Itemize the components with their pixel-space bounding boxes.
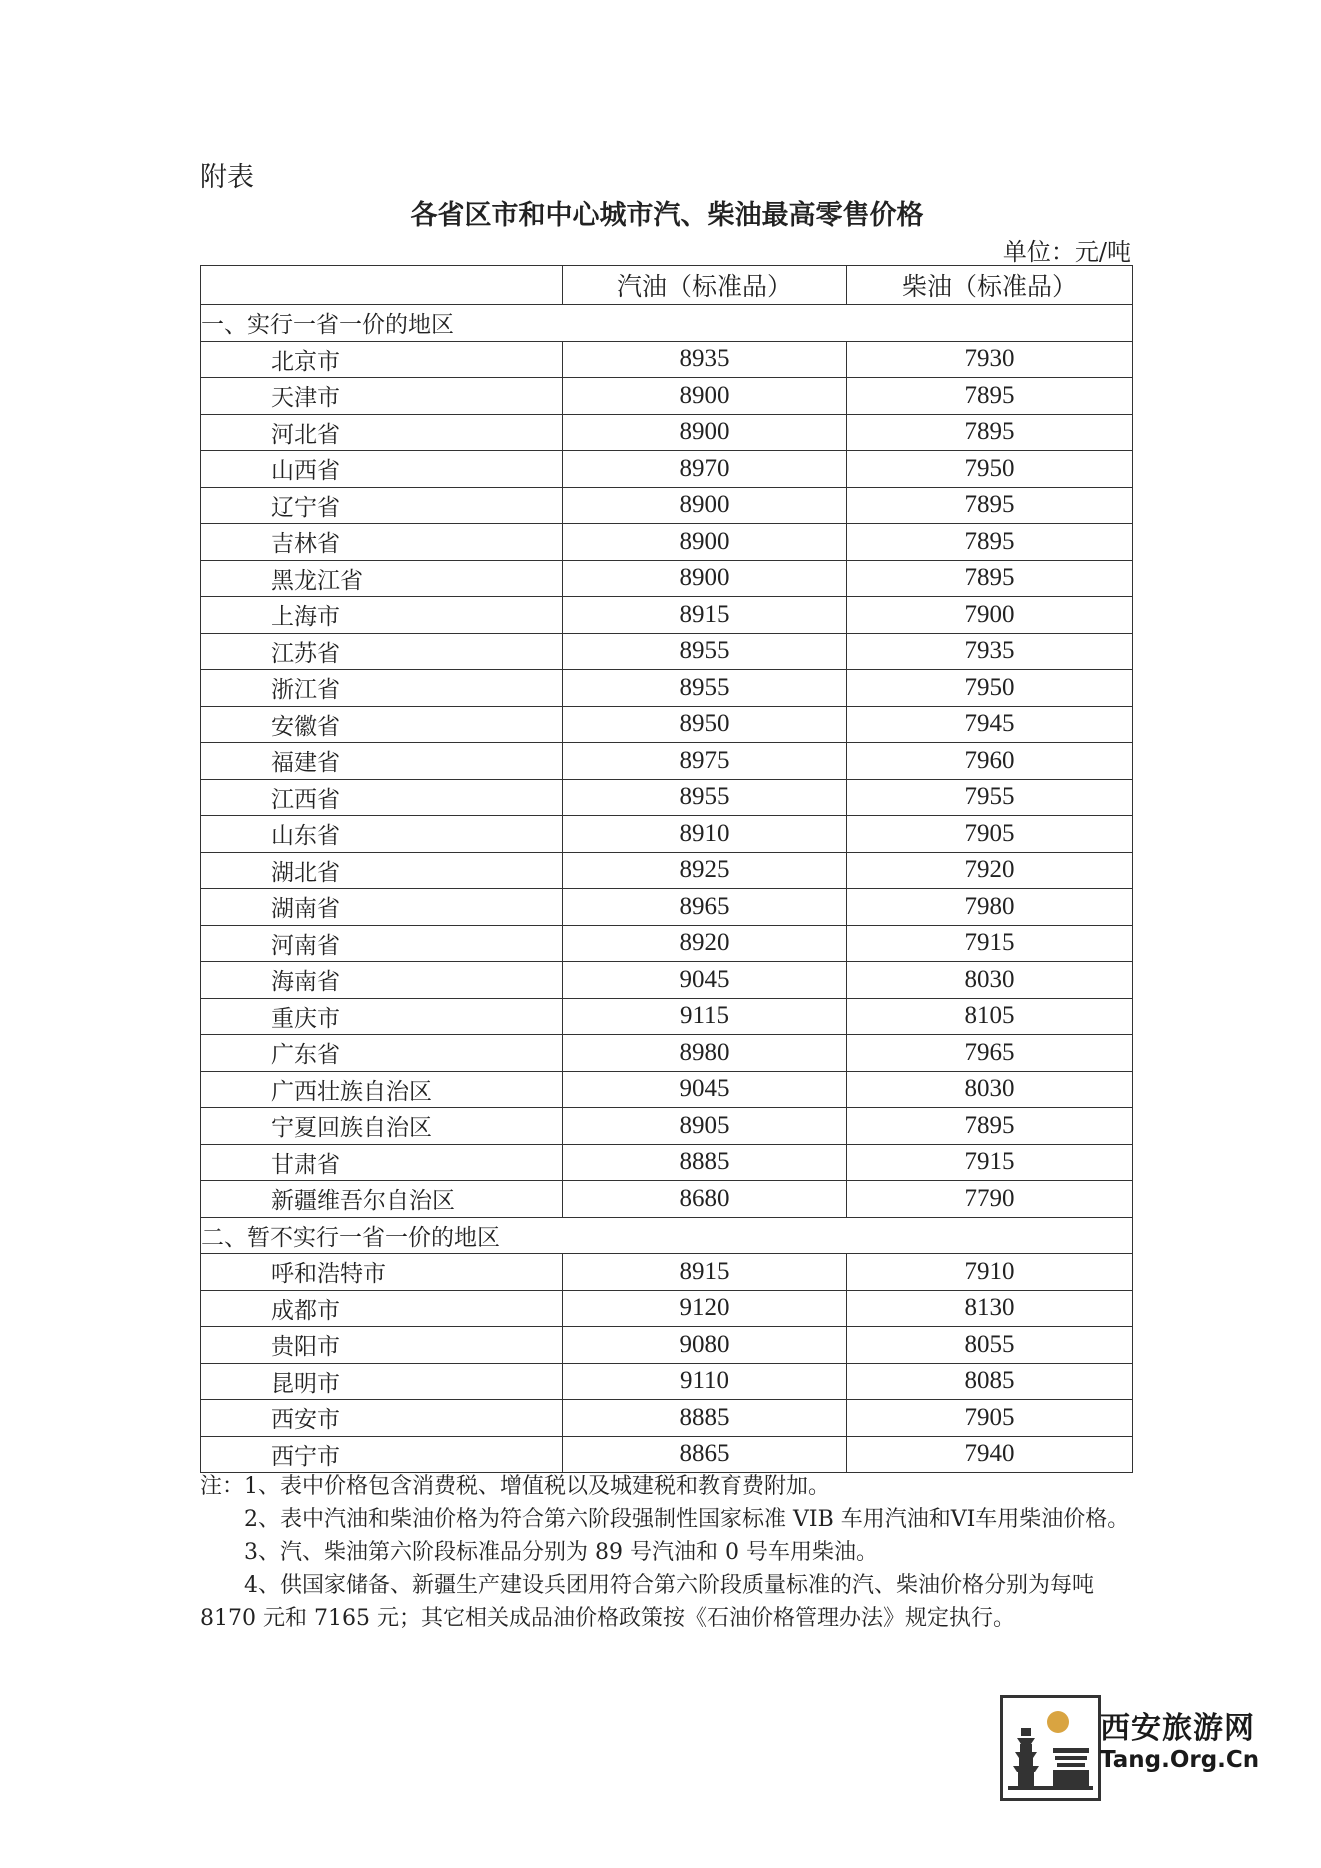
gasoline-price-cell: 9115 bbox=[563, 998, 847, 1035]
diesel-price-cell: 8055 bbox=[847, 1327, 1133, 1364]
section-label: 一、实行一省一价的地区 bbox=[201, 305, 1133, 342]
table-row bbox=[201, 1181, 1133, 1218]
diesel-price-cell: 8085 bbox=[847, 1363, 1133, 1400]
region-cell: 海南省 bbox=[201, 962, 563, 999]
gasoline-price-cell: 8965 bbox=[563, 889, 847, 926]
gasoline-price-cell: 8680 bbox=[563, 1181, 847, 1218]
table-row bbox=[201, 378, 1133, 415]
watermark-url: Tang.Org.Cn bbox=[1100, 1747, 1260, 1773]
diesel-price-cell: 7950 bbox=[847, 670, 1133, 707]
price-table bbox=[200, 265, 1133, 1473]
gasoline-price-cell: 8885 bbox=[563, 1144, 847, 1181]
table-row bbox=[201, 962, 1133, 999]
note-4: 4、供国家储备、新疆生产建设兵团用符合第六阶段质量标准的汽、柴油价格分别为每吨 8170 元和 7165 元；其它相关成品油价格政策按《石油价格管理办法》规定执行。 bbox=[200, 1573, 1094, 1631]
diesel-price-cell: 7955 bbox=[847, 779, 1133, 816]
table-row bbox=[201, 1035, 1133, 1072]
note-1: 注：1、表中价格包含消费税、增值税以及城建税和教育费附加。 bbox=[200, 1474, 830, 1499]
diesel-price-cell: 7935 bbox=[847, 633, 1133, 670]
gasoline-price-cell: 8955 bbox=[563, 779, 847, 816]
region-cell: 广东省 bbox=[201, 1035, 563, 1072]
diesel-price-cell: 7930 bbox=[847, 341, 1133, 378]
gasoline-price-cell: 8910 bbox=[563, 816, 847, 853]
region-cell: 呼和浩特市 bbox=[201, 1254, 563, 1291]
diesel-price-cell: 7905 bbox=[847, 1400, 1133, 1437]
region-cell: 甘肃省 bbox=[201, 1144, 563, 1181]
diesel-price-cell: 7895 bbox=[847, 560, 1133, 597]
gasoline-price-cell: 9080 bbox=[563, 1327, 847, 1364]
diesel-price-cell: 7895 bbox=[847, 524, 1133, 561]
watermark-name: 西安旅游网 bbox=[1100, 1711, 1255, 1746]
diesel-price-cell: 7945 bbox=[847, 706, 1133, 743]
gasoline-price-cell: 8920 bbox=[563, 925, 847, 962]
gasoline-price-cell: 8925 bbox=[563, 852, 847, 889]
section-label: 二、暂不实行一省一价的地区 bbox=[201, 1217, 1133, 1254]
gasoline-price-cell: 8900 bbox=[563, 414, 847, 451]
region-cell: 昆明市 bbox=[201, 1363, 563, 1400]
note-2: 2、表中汽油和柴油价格为符合第六阶段强制性国家标准 VIB 车用汽油和VI车用柴油价格。 bbox=[244, 1507, 1130, 1532]
gasoline-price-cell: 8915 bbox=[563, 597, 847, 634]
notes bbox=[200, 1470, 1134, 1635]
pagoda-logo-icon bbox=[1000, 1695, 1101, 1801]
page-title: 各省区市和中心城市汽、柴油最高零售价格 bbox=[410, 200, 924, 231]
region-cell: 黑龙江省 bbox=[201, 560, 563, 597]
diesel-price-cell: 7920 bbox=[847, 852, 1133, 889]
table-header-row bbox=[201, 266, 1133, 305]
gasoline-price-cell: 8905 bbox=[563, 1108, 847, 1145]
table-row bbox=[201, 414, 1133, 451]
gasoline-price-cell: 8900 bbox=[563, 560, 847, 597]
table-row bbox=[201, 1290, 1133, 1327]
region-cell: 河北省 bbox=[201, 414, 563, 451]
table-row bbox=[201, 889, 1133, 926]
table-row bbox=[201, 1436, 1133, 1473]
header-region bbox=[201, 266, 563, 305]
table-row bbox=[201, 597, 1133, 634]
diesel-price-cell: 7915 bbox=[847, 1144, 1133, 1181]
table-row bbox=[201, 1144, 1133, 1181]
gasoline-price-cell: 8955 bbox=[563, 670, 847, 707]
note-3: 3、汽、柴油第六阶段标准品分别为 89 号汽油和 0 号车用柴油。 bbox=[244, 1540, 878, 1565]
appendix-label: 附表 bbox=[200, 162, 254, 193]
region-cell: 重庆市 bbox=[201, 998, 563, 1035]
gasoline-price-cell: 8955 bbox=[563, 633, 847, 670]
region-cell: 山东省 bbox=[201, 816, 563, 853]
gasoline-price-cell: 8970 bbox=[563, 451, 847, 488]
gasoline-price-cell: 8865 bbox=[563, 1436, 847, 1473]
table-row bbox=[201, 998, 1133, 1035]
gasoline-price-cell: 9045 bbox=[563, 962, 847, 999]
gasoline-price-cell: 9110 bbox=[563, 1363, 847, 1400]
diesel-price-cell: 7910 bbox=[847, 1254, 1133, 1291]
region-cell: 新疆维吾尔自治区 bbox=[201, 1181, 563, 1218]
gasoline-price-cell: 8900 bbox=[563, 524, 847, 561]
diesel-price-cell: 7905 bbox=[847, 816, 1133, 853]
gasoline-price-cell: 8915 bbox=[563, 1254, 847, 1291]
table-row bbox=[201, 852, 1133, 889]
diesel-price-cell: 7895 bbox=[847, 414, 1133, 451]
header-diesel: 柴油（标准品） bbox=[847, 266, 1133, 305]
gasoline-price-cell: 8900 bbox=[563, 487, 847, 524]
gasoline-price-cell: 9120 bbox=[563, 1290, 847, 1327]
table-row bbox=[201, 779, 1133, 816]
table-body bbox=[201, 305, 1133, 1473]
region-cell: 河南省 bbox=[201, 925, 563, 962]
diesel-price-cell: 8030 bbox=[847, 1071, 1133, 1108]
diesel-price-cell: 7940 bbox=[847, 1436, 1133, 1473]
table-row bbox=[201, 1254, 1133, 1291]
watermark bbox=[1000, 1695, 1260, 1800]
region-cell: 广西壮族自治区 bbox=[201, 1071, 563, 1108]
diesel-price-cell: 7915 bbox=[847, 925, 1133, 962]
table-row bbox=[201, 1071, 1133, 1108]
table-row bbox=[201, 743, 1133, 780]
region-cell: 山西省 bbox=[201, 451, 563, 488]
region-cell: 贵阳市 bbox=[201, 1327, 563, 1364]
section-row bbox=[201, 1217, 1133, 1254]
region-cell: 湖北省 bbox=[201, 852, 563, 889]
table-row bbox=[201, 670, 1133, 707]
section-row bbox=[201, 305, 1133, 342]
table-row bbox=[201, 451, 1133, 488]
table-row bbox=[201, 1108, 1133, 1145]
diesel-price-cell: 7950 bbox=[847, 451, 1133, 488]
table-row bbox=[201, 706, 1133, 743]
region-cell: 湖南省 bbox=[201, 889, 563, 926]
diesel-price-cell: 7895 bbox=[847, 487, 1133, 524]
gasoline-price-cell: 8980 bbox=[563, 1035, 847, 1072]
gasoline-price-cell: 8950 bbox=[563, 706, 847, 743]
region-cell: 西安市 bbox=[201, 1400, 563, 1437]
diesel-price-cell: 7965 bbox=[847, 1035, 1133, 1072]
table-row bbox=[201, 1363, 1133, 1400]
table-row bbox=[201, 487, 1133, 524]
table-row bbox=[201, 341, 1133, 378]
table-row bbox=[201, 524, 1133, 561]
diesel-price-cell: 7895 bbox=[847, 378, 1133, 415]
diesel-price-cell: 8030 bbox=[847, 962, 1133, 999]
region-cell: 宁夏回族自治区 bbox=[201, 1108, 563, 1145]
region-cell: 江西省 bbox=[201, 779, 563, 816]
region-cell: 上海市 bbox=[201, 597, 563, 634]
table-row bbox=[201, 1327, 1133, 1364]
header-gasoline: 汽油（标准品） bbox=[563, 266, 847, 305]
diesel-price-cell: 7900 bbox=[847, 597, 1133, 634]
region-cell: 安徽省 bbox=[201, 706, 563, 743]
diesel-price-cell: 7895 bbox=[847, 1108, 1133, 1145]
diesel-price-cell: 7980 bbox=[847, 889, 1133, 926]
table-row bbox=[201, 560, 1133, 597]
unit-label: 单位：元/吨 bbox=[1002, 238, 1131, 266]
gasoline-price-cell: 8975 bbox=[563, 743, 847, 780]
table-row bbox=[201, 925, 1133, 962]
diesel-price-cell: 7960 bbox=[847, 743, 1133, 780]
region-cell: 江苏省 bbox=[201, 633, 563, 670]
diesel-price-cell: 8130 bbox=[847, 1290, 1133, 1327]
gasoline-price-cell: 8935 bbox=[563, 341, 847, 378]
table-row bbox=[201, 633, 1133, 670]
region-cell: 辽宁省 bbox=[201, 487, 563, 524]
region-cell: 吉林省 bbox=[201, 524, 563, 561]
gasoline-price-cell: 8900 bbox=[563, 378, 847, 415]
region-cell: 浙江省 bbox=[201, 670, 563, 707]
region-cell: 西宁市 bbox=[201, 1436, 563, 1473]
region-cell: 成都市 bbox=[201, 1290, 563, 1327]
diesel-price-cell: 7790 bbox=[847, 1181, 1133, 1218]
table-row bbox=[201, 816, 1133, 853]
gasoline-price-cell: 9045 bbox=[563, 1071, 847, 1108]
gasoline-price-cell: 8885 bbox=[563, 1400, 847, 1437]
region-cell: 天津市 bbox=[201, 378, 563, 415]
region-cell: 北京市 bbox=[201, 341, 563, 378]
region-cell: 福建省 bbox=[201, 743, 563, 780]
diesel-price-cell: 8105 bbox=[847, 998, 1133, 1035]
table-row bbox=[201, 1400, 1133, 1437]
